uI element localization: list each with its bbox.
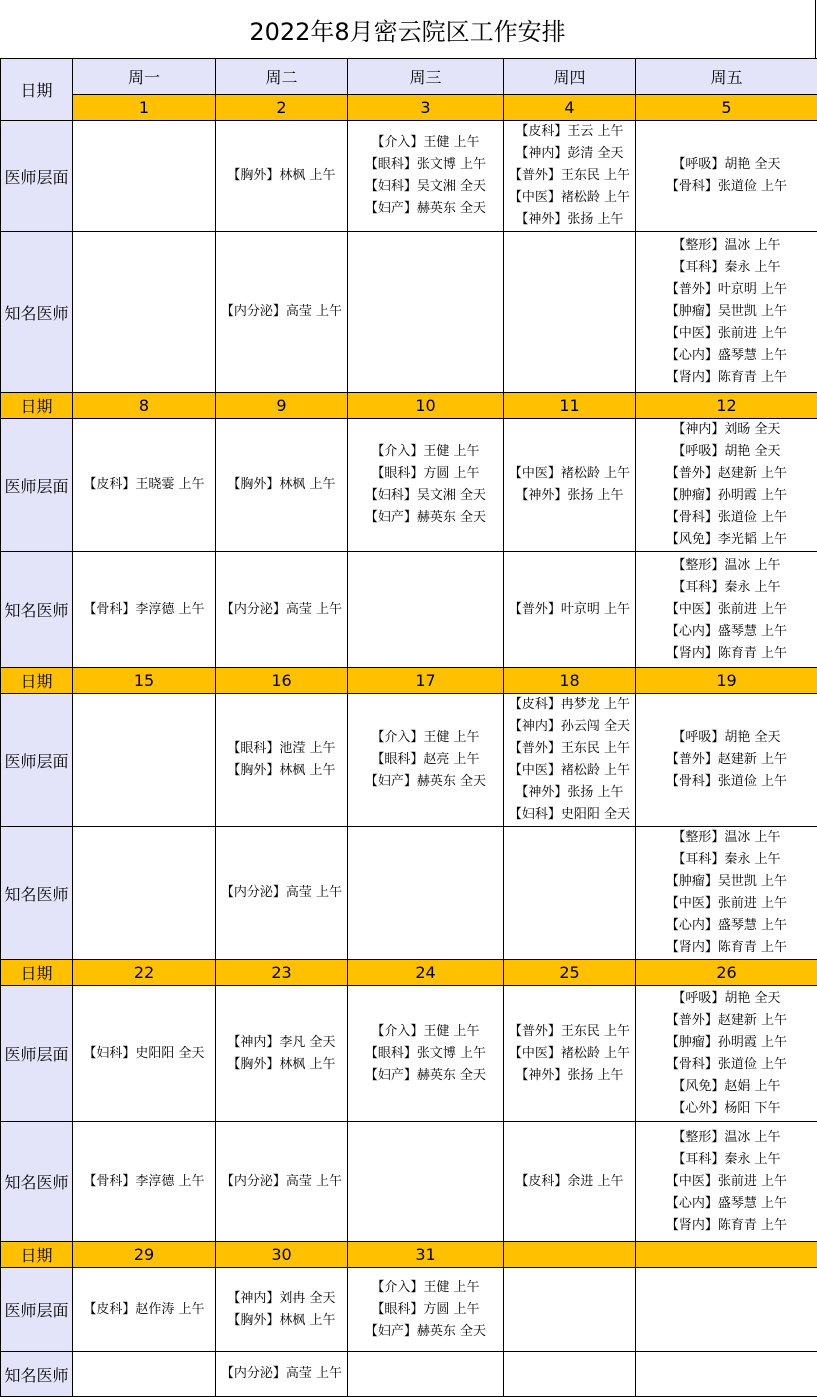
date-cell: 11 bbox=[504, 393, 636, 419]
doctor-entry: 【心内】盛琴慧 上午 bbox=[636, 345, 817, 367]
doctor-entry: 【眼科】张文博 上午 bbox=[348, 1043, 503, 1065]
doctor-entry: 【中医】张前进 上午 bbox=[636, 1171, 817, 1193]
date-cell: 24 bbox=[348, 960, 504, 986]
weekday-friday: 周五 bbox=[636, 59, 817, 95]
doctor-entry: 【内分泌】高莹 上午 bbox=[216, 882, 347, 904]
weekday-monday: 周一 bbox=[73, 59, 216, 95]
doctor-entry: 【心外】杨阳 下午 bbox=[636, 1098, 817, 1120]
doctor-entry: 【介入】王健 上午 bbox=[348, 1277, 503, 1299]
date-row bbox=[1, 668, 817, 694]
doctor-entry: 【妇产】赫英东 全天 bbox=[348, 1321, 503, 1343]
doctor-entry: 【骨科】张道俭 上午 bbox=[636, 176, 817, 198]
schedule-cell bbox=[216, 552, 348, 668]
doctor-entry: 【神内】孙云闯 全天 bbox=[504, 716, 635, 738]
doctor-level-row bbox=[1, 694, 817, 827]
weekday-wednesday: 周三 bbox=[348, 59, 504, 95]
date-cell: 19 bbox=[636, 668, 817, 694]
date-row-label: 日期 bbox=[1, 960, 73, 986]
date-row-label: 日期 bbox=[1, 393, 73, 419]
schedule-cell bbox=[504, 121, 636, 232]
doctor-entry: 【耳科】秦永 上午 bbox=[636, 577, 817, 599]
date-cell: 29 bbox=[73, 1242, 216, 1268]
doctor-entry: 【肿瘤】孙明霞 上午 bbox=[636, 485, 817, 507]
date-row-label: 日期 bbox=[1, 1242, 73, 1268]
schedule-cell bbox=[504, 827, 636, 960]
sheet-title: 2022年8月密云院区工作安排 bbox=[0, 0, 816, 58]
date-cell: 17 bbox=[348, 668, 504, 694]
doctor-entry: 【肾内】陈育青 上午 bbox=[636, 1215, 817, 1237]
famous-doctor-row-label: 知名医师 bbox=[1, 1122, 73, 1242]
schedule-cell bbox=[348, 232, 504, 393]
date-cell: 31 bbox=[348, 1242, 504, 1268]
schedule-cell bbox=[636, 986, 817, 1122]
doctor-entry: 【骨科】李淳德 上午 bbox=[73, 599, 215, 621]
date-cell: 8 bbox=[73, 393, 216, 419]
schedule-cell bbox=[504, 694, 636, 827]
schedule-cell bbox=[73, 121, 216, 232]
date-row bbox=[1, 95, 817, 121]
doctor-entry: 【介入】王健 上午 bbox=[348, 132, 503, 154]
famous-doctor-row bbox=[1, 1122, 817, 1242]
schedule-cell bbox=[73, 1352, 216, 1397]
doctor-entry: 【肿瘤】孙明霞 上午 bbox=[636, 1032, 817, 1054]
schedule-cell bbox=[348, 1268, 504, 1352]
date-cell: 9 bbox=[216, 393, 348, 419]
doctor-entry: 【普外】赵建新 上午 bbox=[636, 463, 817, 485]
schedule-table bbox=[0, 58, 817, 1397]
doctor-entry: 【神内】刘冉 全天 bbox=[216, 1288, 347, 1310]
doctor-level-row-label: 医师层面 bbox=[1, 419, 73, 552]
schedule-cell bbox=[636, 1352, 817, 1397]
date-cell: 23 bbox=[216, 960, 348, 986]
schedule-cell bbox=[504, 986, 636, 1122]
schedule-cell bbox=[216, 1352, 348, 1397]
doctor-entry: 【普外】王东民 上午 bbox=[504, 738, 635, 760]
doctor-entry: 【骨科】李淳德 上午 bbox=[73, 1171, 215, 1193]
doctor-entry: 【胸外】林枫 上午 bbox=[216, 1310, 347, 1332]
doctor-level-row-label: 医师层面 bbox=[1, 121, 73, 232]
schedule-cell bbox=[216, 232, 348, 393]
doctor-entry: 【胸外】林枫 上午 bbox=[216, 474, 347, 496]
doctor-entry: 【眼科】赵亮 上午 bbox=[348, 749, 503, 771]
schedule-cell bbox=[636, 419, 817, 552]
date-cell bbox=[636, 1242, 817, 1268]
doctor-entry: 【内分泌】高莹 上午 bbox=[216, 301, 347, 323]
doctor-entry: 【耳科】秦永 上午 bbox=[636, 257, 817, 279]
doctor-entry: 【整形】温冰 上午 bbox=[636, 235, 817, 257]
schedule-cell bbox=[73, 986, 216, 1122]
doctor-level-row bbox=[1, 419, 817, 552]
doctor-entry: 【肾内】陈育青 上午 bbox=[636, 643, 817, 665]
date-row bbox=[1, 393, 817, 419]
date-header-label: 日期 bbox=[1, 59, 73, 121]
schedule-cell bbox=[73, 552, 216, 668]
doctor-entry: 【骨科】张道俭 上午 bbox=[636, 771, 817, 793]
doctor-entry: 【内分泌】高莹 上午 bbox=[216, 599, 347, 621]
doctor-level-row bbox=[1, 1268, 817, 1352]
schedule-cell bbox=[348, 1122, 504, 1242]
doctor-entry: 【神外】张扬 上午 bbox=[504, 209, 635, 231]
doctor-entry: 【眼科】方圆 上午 bbox=[348, 1299, 503, 1321]
date-cell: 1 bbox=[73, 95, 216, 121]
date-cell: 25 bbox=[504, 960, 636, 986]
doctor-entry: 【心内】盛琴慧 上午 bbox=[636, 915, 817, 937]
schedule-cell bbox=[504, 1268, 636, 1352]
doctor-entry: 【呼吸】胡艳 全天 bbox=[636, 727, 817, 749]
doctor-entry: 【妇产】赫英东 全天 bbox=[348, 198, 503, 220]
weekday-tuesday: 周二 bbox=[216, 59, 348, 95]
doctor-entry: 【骨科】张道俭 上午 bbox=[636, 507, 817, 529]
doctor-entry: 【心内】盛琴慧 上午 bbox=[636, 621, 817, 643]
famous-doctor-row bbox=[1, 1352, 817, 1397]
doctor-entry: 【妇产】赫英东 全天 bbox=[348, 1065, 503, 1087]
schedule-cell bbox=[348, 419, 504, 552]
date-cell bbox=[504, 1242, 636, 1268]
doctor-entry: 【眼科】池滢 上午 bbox=[216, 738, 347, 760]
schedule-cell bbox=[636, 232, 817, 393]
doctor-entry: 【中医】张前进 上午 bbox=[636, 323, 817, 345]
doctor-entry: 【妇科】吴文湘 全天 bbox=[348, 176, 503, 198]
doctor-level-row-label: 医师层面 bbox=[1, 1268, 73, 1352]
doctor-entry: 【肿瘤】吴世凯 上午 bbox=[636, 301, 817, 323]
doctor-entry: 【普外】叶京明 上午 bbox=[504, 599, 635, 621]
date-cell: 18 bbox=[504, 668, 636, 694]
schedule-cell bbox=[348, 694, 504, 827]
doctor-entry: 【内分泌】高莹 上午 bbox=[216, 1171, 347, 1193]
date-cell: 15 bbox=[73, 668, 216, 694]
doctor-entry: 【中医】张前进 上午 bbox=[636, 599, 817, 621]
doctor-entry: 【神内】彭清 全天 bbox=[504, 143, 635, 165]
doctor-entry: 【皮科】冉梦龙 上午 bbox=[504, 694, 635, 716]
schedule-cell bbox=[73, 694, 216, 827]
doctor-entry: 【骨科】张道俭 上午 bbox=[636, 1054, 817, 1076]
date-row-label: 日期 bbox=[1, 668, 73, 694]
doctor-entry: 【眼科】方圆 上午 bbox=[348, 463, 503, 485]
doctor-entry: 【耳科】秦永 上午 bbox=[636, 849, 817, 871]
schedule-cell bbox=[348, 986, 504, 1122]
famous-doctor-row bbox=[1, 232, 817, 393]
date-row bbox=[1, 960, 817, 986]
doctor-entry: 【胸外】林枫 上午 bbox=[216, 760, 347, 782]
doctor-entry: 【眼科】张文博 上午 bbox=[348, 154, 503, 176]
doctor-entry: 【普外】王东民 上午 bbox=[504, 1021, 635, 1043]
schedule-cell bbox=[636, 1122, 817, 1242]
date-cell: 12 bbox=[636, 393, 817, 419]
doctor-entry: 【皮科】王云 上午 bbox=[504, 121, 635, 143]
doctor-entry: 【妇产】赫英东 全天 bbox=[348, 771, 503, 793]
schedule-cell bbox=[73, 1122, 216, 1242]
schedule-cell bbox=[636, 694, 817, 827]
doctor-entry: 【耳科】秦永 上午 bbox=[636, 1149, 817, 1171]
doctor-entry: 【中医】褚松龄 上午 bbox=[504, 463, 635, 485]
schedule-cell bbox=[636, 552, 817, 668]
doctor-level-row bbox=[1, 986, 817, 1122]
date-cell: 5 bbox=[636, 95, 817, 121]
schedule-cell bbox=[216, 694, 348, 827]
doctor-entry: 【神内】李凡 全天 bbox=[216, 1032, 347, 1054]
schedule-cell bbox=[73, 419, 216, 552]
doctor-entry: 【整形】温冰 上午 bbox=[636, 555, 817, 577]
schedule-cell bbox=[216, 1268, 348, 1352]
date-cell: 3 bbox=[348, 95, 504, 121]
date-cell: 26 bbox=[636, 960, 817, 986]
famous-doctor-row-label: 知名医师 bbox=[1, 232, 73, 393]
schedule-cell bbox=[216, 986, 348, 1122]
doctor-entry: 【呼吸】胡艳 全天 bbox=[636, 154, 817, 176]
doctor-entry: 【中医】褚松龄 上午 bbox=[504, 760, 635, 782]
date-cell: 22 bbox=[73, 960, 216, 986]
doctor-entry: 【整形】温冰 上午 bbox=[636, 1127, 817, 1149]
weekday-thursday: 周四 bbox=[504, 59, 636, 95]
doctor-entry: 【神外】张扬 上午 bbox=[504, 782, 635, 804]
famous-doctor-row-label: 知名医师 bbox=[1, 827, 73, 960]
doctor-entry: 【心内】盛琴慧 上午 bbox=[636, 1193, 817, 1215]
doctor-entry: 【呼吸】胡艳 全天 bbox=[636, 441, 817, 463]
schedule-cell bbox=[636, 1268, 817, 1352]
doctor-entry: 【普外】王东民 上午 bbox=[504, 165, 635, 187]
doctor-entry: 【胸外】林枫 上午 bbox=[216, 1054, 347, 1076]
schedule-cell bbox=[216, 121, 348, 232]
doctor-entry: 【肾内】陈育青 上午 bbox=[636, 367, 817, 389]
doctor-entry: 【风免】李光韬 上午 bbox=[636, 529, 817, 551]
doctor-entry: 【普外】叶京明 上午 bbox=[636, 279, 817, 301]
schedule-cell bbox=[348, 1352, 504, 1397]
schedule-cell bbox=[504, 1122, 636, 1242]
doctor-entry: 【中医】褚松龄 上午 bbox=[504, 1043, 635, 1065]
doctor-entry: 【中医】褚松龄 上午 bbox=[504, 187, 635, 209]
doctor-entry: 【皮科】余进 上午 bbox=[504, 1171, 635, 1193]
famous-doctor-row bbox=[1, 552, 817, 668]
schedule-cell bbox=[636, 121, 817, 232]
doctor-entry: 【风免】赵娟 上午 bbox=[636, 1076, 817, 1098]
date-cell: 16 bbox=[216, 668, 348, 694]
famous-doctor-row-label: 知名医师 bbox=[1, 1352, 73, 1397]
doctor-entry: 【神内】刘旸 全天 bbox=[636, 419, 817, 441]
doctor-entry: 【介入】王健 上午 bbox=[348, 441, 503, 463]
doctor-entry: 【介入】王健 上午 bbox=[348, 1021, 503, 1043]
schedule-cell bbox=[504, 1352, 636, 1397]
doctor-level-row-label: 医师层面 bbox=[1, 986, 73, 1122]
date-cell: 4 bbox=[504, 95, 636, 121]
schedule-cell bbox=[348, 552, 504, 668]
schedule-cell bbox=[216, 827, 348, 960]
doctor-entry: 【胸外】林枫 上午 bbox=[216, 165, 347, 187]
doctor-entry: 【妇产】赫英东 全天 bbox=[348, 507, 503, 529]
doctor-entry: 【皮科】赵作涛 上午 bbox=[73, 1299, 215, 1321]
doctor-level-row bbox=[1, 121, 817, 232]
schedule-cell bbox=[504, 419, 636, 552]
doctor-entry: 【肿瘤】吴世凯 上午 bbox=[636, 871, 817, 893]
schedule-cell bbox=[504, 232, 636, 393]
doctor-entry: 【普外】赵建新 上午 bbox=[636, 1010, 817, 1032]
date-row bbox=[1, 1242, 817, 1268]
famous-doctor-row bbox=[1, 827, 817, 960]
doctor-entry: 【妇科】史阳阳 全天 bbox=[73, 1043, 215, 1065]
doctor-entry: 【妇科】史阳阳 全天 bbox=[504, 804, 635, 826]
famous-doctor-row-label: 知名医师 bbox=[1, 552, 73, 668]
doctor-entry: 【妇科】吴文湘 全天 bbox=[348, 485, 503, 507]
doctor-entry: 【神外】张扬 上午 bbox=[504, 485, 635, 507]
schedule-cell bbox=[348, 827, 504, 960]
doctor-entry: 【皮科】王晓霎 上午 bbox=[73, 474, 215, 496]
date-cell: 30 bbox=[216, 1242, 348, 1268]
doctor-entry: 【介入】王健 上午 bbox=[348, 727, 503, 749]
schedule-cell bbox=[348, 121, 504, 232]
schedule-cell bbox=[73, 1268, 216, 1352]
weekday-header-row bbox=[1, 59, 817, 95]
doctor-entry: 【呼吸】胡艳 全天 bbox=[636, 988, 817, 1010]
schedule-cell bbox=[73, 827, 216, 960]
doctor-entry: 【内分泌】高莹 上午 bbox=[216, 1363, 347, 1385]
doctor-entry: 【普外】赵建新 上午 bbox=[636, 749, 817, 771]
schedule-cell bbox=[73, 232, 216, 393]
doctor-entry: 【肾内】陈育青 上午 bbox=[636, 937, 817, 959]
doctor-entry: 【整形】温冰 上午 bbox=[636, 827, 817, 849]
schedule-cell bbox=[504, 552, 636, 668]
date-cell: 10 bbox=[348, 393, 504, 419]
doctor-entry: 【中医】张前进 上午 bbox=[636, 893, 817, 915]
doctor-entry: 【神外】张扬 上午 bbox=[504, 1065, 635, 1087]
schedule-cell bbox=[216, 1122, 348, 1242]
date-cell: 2 bbox=[216, 95, 348, 121]
schedule-cell bbox=[636, 827, 817, 960]
doctor-level-row-label: 医师层面 bbox=[1, 694, 73, 827]
schedule-cell bbox=[216, 419, 348, 552]
